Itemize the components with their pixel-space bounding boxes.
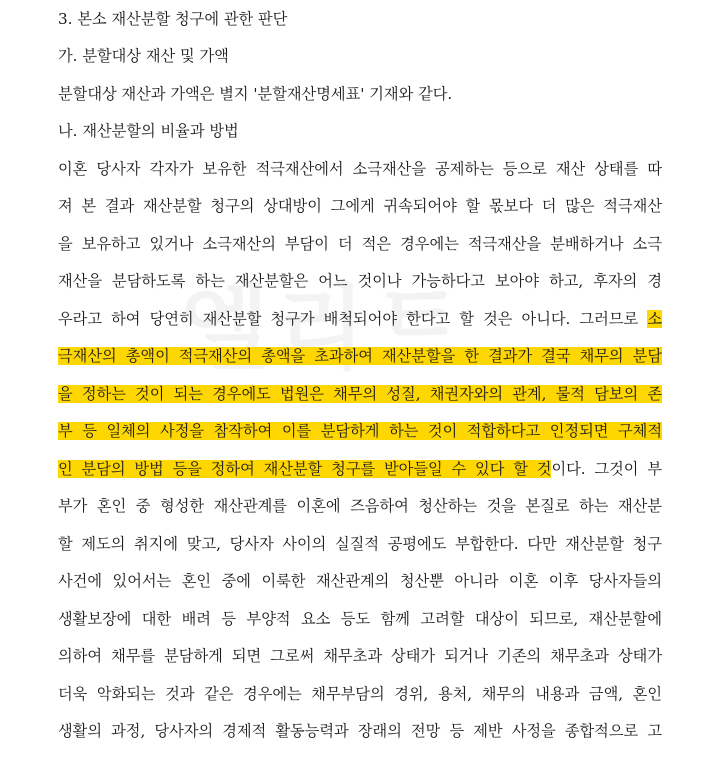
highlighted-text: 을 정하는 것이 되는 경우에도 법원은 채무의 성질, 채권자와의 관계, 물적 담보의 존 (58, 385, 662, 403)
paragraph-line (58, 309, 662, 329)
paragraph-line: 의하여 채무를 분담하게 되면 그로써 채무초과 상태가 되거나 기존의 채무초과 상태가 (58, 647, 662, 665)
paragraph-line (58, 421, 662, 441)
paragraph-line: 분할대상 재산과 가액은 별지 '분할재산명세표' 기재와 같다. (58, 85, 453, 103)
paragraph-line: 생활의 과정, 당사자의 경제적 활동능력과 장래의 전망 등 제반 사정을 종합적으로 고 (58, 722, 662, 740)
text-segment: 우라고 하여 당연히 재산분할 청구가 배척되어야 한다고 할 것은 아니다. 그러므로 (58, 310, 648, 328)
paragraph-line: 사건에 있어서는 혼인 중에 이룩한 재산관계의 청산뿐 아니라 이혼 이후 당사자들의 (58, 572, 662, 590)
highlighted-text: 인 분담의 방법 등을 정하여 재산분할 청구를 받아들일 수 있다 할 것 (58, 460, 552, 478)
paragraph-line: 더욱 악화되는 것과 같은 경우에는 채무부담의 경위, 용처, 채무의 내용과 금액, 혼인 (58, 685, 662, 703)
paragraph-line: 이혼 당사자 각자가 보유한 적극재산에서 소극재산을 공제하는 등으로 재산 상태를 따 (58, 160, 662, 178)
paragraph-line: 져 본 결과 재산분할 청구의 상대방이 그에게 귀속되어야 할 몫보다 더 많은 적극재산 (58, 197, 662, 215)
section-heading: 3. 본소 재산분할 청구에 관한 판단 (58, 10, 288, 28)
paragraph-line: 재산을 분담하도록 하는 재산분할은 어느 것이나 가능하다고 보아야 하고, 후자의 경 (58, 272, 662, 290)
subsection-heading-b: 나. 재산분할의 비율과 방법 (58, 122, 239, 140)
paragraph-line (58, 384, 662, 404)
paragraph-line: 생활보장에 대한 배려 등 부양적 요소 등도 함께 고려할 대상이 되므로, 재산분할에 (58, 610, 662, 628)
text-segment: 이다. 그것이 부 (551, 460, 662, 478)
paragraph-line: 을 보유하고 있거나 소극재산의 부담이 더 적은 경우에는 적극재산을 분배하거나 소극 (58, 235, 662, 253)
subsection-heading-a: 가. 분할대상 재산 및 가액 (58, 47, 229, 65)
paragraph-line (58, 459, 662, 479)
paragraph-line: 할 제도의 취지에 맞고, 당사자 사이의 실질적 공평에도 부합한다. 다만 재산분할 청구 (58, 535, 662, 553)
paragraph-line: 부가 혼인 중 형성한 재산관계를 이혼에 즈음하여 청산하는 것을 본질로 하는 재산분 (58, 497, 662, 515)
highlighted-text: 극재산의 총액이 적극재산의 총액을 초과하여 재산분할을 한 결과가 결국 채무의 분담 (58, 347, 662, 365)
highlighted-text: 부 등 일체의 사정을 참작하여 이를 분담하게 하는 것이 적합하다고 인정되면 구체적 (58, 422, 662, 440)
highlighted-text: 소 (647, 310, 662, 328)
paragraph-line (58, 346, 662, 366)
